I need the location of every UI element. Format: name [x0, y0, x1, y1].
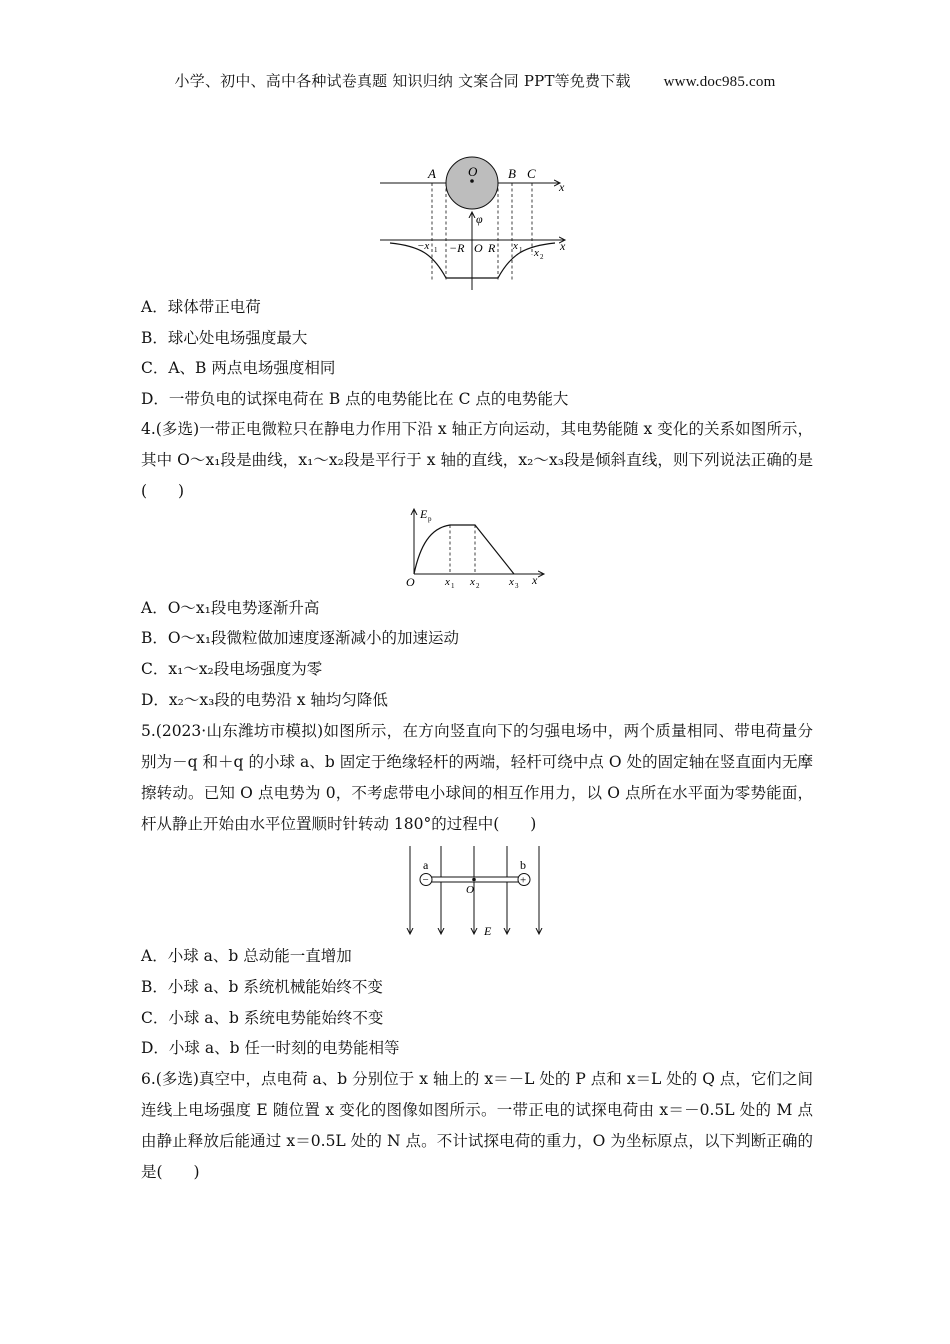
label-x1: x: [513, 240, 518, 252]
figure-ep-x: [402, 506, 552, 590]
label-neg-x1: −x: [417, 240, 430, 252]
label-x3: x: [509, 576, 514, 588]
q4-option-c[interactable]: C．x₁～x₂段电场强度为零: [141, 660, 323, 678]
header-site[interactable]: www.doc985.com: [663, 74, 776, 90]
label-C: C: [527, 166, 536, 181]
label-x: x: [532, 573, 538, 587]
label-Ep: E: [420, 507, 428, 521]
label-x2: x: [470, 576, 475, 588]
label-O: O: [468, 164, 478, 179]
q6-stem: 6.(多选)真空中，点电荷 a、b 分别位于 x 轴上的 x＝－L 处的 P 点和 x＝L 处的 Q 点，它们之间连线上电场强度 E 随位置 x 变化的图像如图所示。一带正电的试探电荷由 x＝－0.5L 处的 M 点由静止释放后能通过 x＝0.5L 处的 N 点。不计试探电荷的重力，O 为坐标原点，以下判断正确的是( ): [141, 1070, 813, 1181]
label-neg-x1-sub: 1: [434, 246, 438, 254]
q4-option-b[interactable]: B．O～x₁段微粒做加速度逐渐减小的加速运动: [141, 629, 460, 647]
q5-option-a[interactable]: A．小球 a、b 总动能一直增加: [141, 947, 352, 965]
ball-a-sign: −: [422, 874, 429, 886]
figure-sphere-potential: [375, 150, 575, 290]
label-x1-sub: 1: [451, 582, 455, 590]
q3-option-d[interactable]: D．一带负电的试探电荷在 B 点的电势能比在 C 点的电势能大: [141, 390, 569, 408]
q3-option-b[interactable]: B．球心处电场强度最大: [141, 329, 308, 347]
label-x-bottom: x: [560, 239, 566, 253]
label-R: R: [488, 241, 496, 255]
q4-option-d[interactable]: D．x₂～x₃段的电势沿 x 轴均匀降低: [141, 691, 388, 709]
label-x2-sub: 2: [540, 253, 544, 261]
label-x3-sub: 3: [515, 582, 519, 590]
label-O: O: [466, 884, 474, 896]
q4-stem: 4.(多选)一带正电微粒只在静电力作用下沿 x 轴正方向运动，其电势能随 x 变化的关系如图所示，其中 O～x₁段是曲线，x₁～x₂段是平行于 x 轴的直线，x₂～x₃段是倾斜直线，则下列说法正确的是( ): [141, 420, 813, 500]
figure-rod-field: [400, 842, 550, 942]
q5-stem: 5.(2023·山东潍坊市模拟)如图所示，在方向竖直向下的匀强电场中，两个质量相同、带电荷量分别为－q 和＋q 的小球 a、b 固定于绝缘轻杆的两端，轻杆可绕中点 O 处的固定轴在竖直面内无摩擦转动。已知 O 点电势为 0，不考虑带电小球间的相互作用力，以 O 点所在水平面为零势能面，杆从静止开始由水平位置顺时针转动 180°的过程中( ): [141, 722, 813, 833]
q3-option-a[interactable]: A．球体带正电荷: [141, 298, 261, 316]
q5-option-d[interactable]: D．小球 a、b 任一时刻的电势能相等: [141, 1039, 400, 1057]
header-text: 小学、初中、高中各种试卷真题 知识归纳 文案合同 PPT等免费下载: [174, 72, 631, 90]
label-x2: x: [534, 247, 539, 259]
label-x1: x: [445, 576, 450, 588]
q3-option-c[interactable]: C．A、B 两点电场强度相同: [141, 359, 336, 377]
q5-option-c[interactable]: C．小球 a、b 系统电势能始终不变: [141, 1009, 384, 1027]
q4-option-a[interactable]: A．O～x₁段电势逐渐升高: [141, 599, 320, 617]
label-phi: φ: [476, 212, 483, 226]
label-x2-sub: 2: [476, 582, 480, 590]
label-x-top: x: [559, 180, 565, 194]
label-O: O: [406, 575, 415, 589]
label-E: E: [484, 924, 492, 938]
ep-curve: [414, 525, 514, 574]
label-a: a: [423, 858, 429, 872]
label-A: A: [428, 166, 436, 181]
page-header: [0, 70, 950, 91]
label-B: B: [508, 166, 516, 181]
ball-b-sign: +: [520, 874, 527, 887]
label-neg-R: −R: [449, 241, 465, 255]
q5-option-b[interactable]: B．小球 a、b 系统机械能始终不变: [141, 978, 383, 996]
label-Ep-sub: p: [428, 515, 432, 523]
label-x1-sub: 1: [519, 246, 523, 254]
label-O-bottom: O: [474, 241, 483, 255]
label-b: b: [520, 858, 526, 872]
